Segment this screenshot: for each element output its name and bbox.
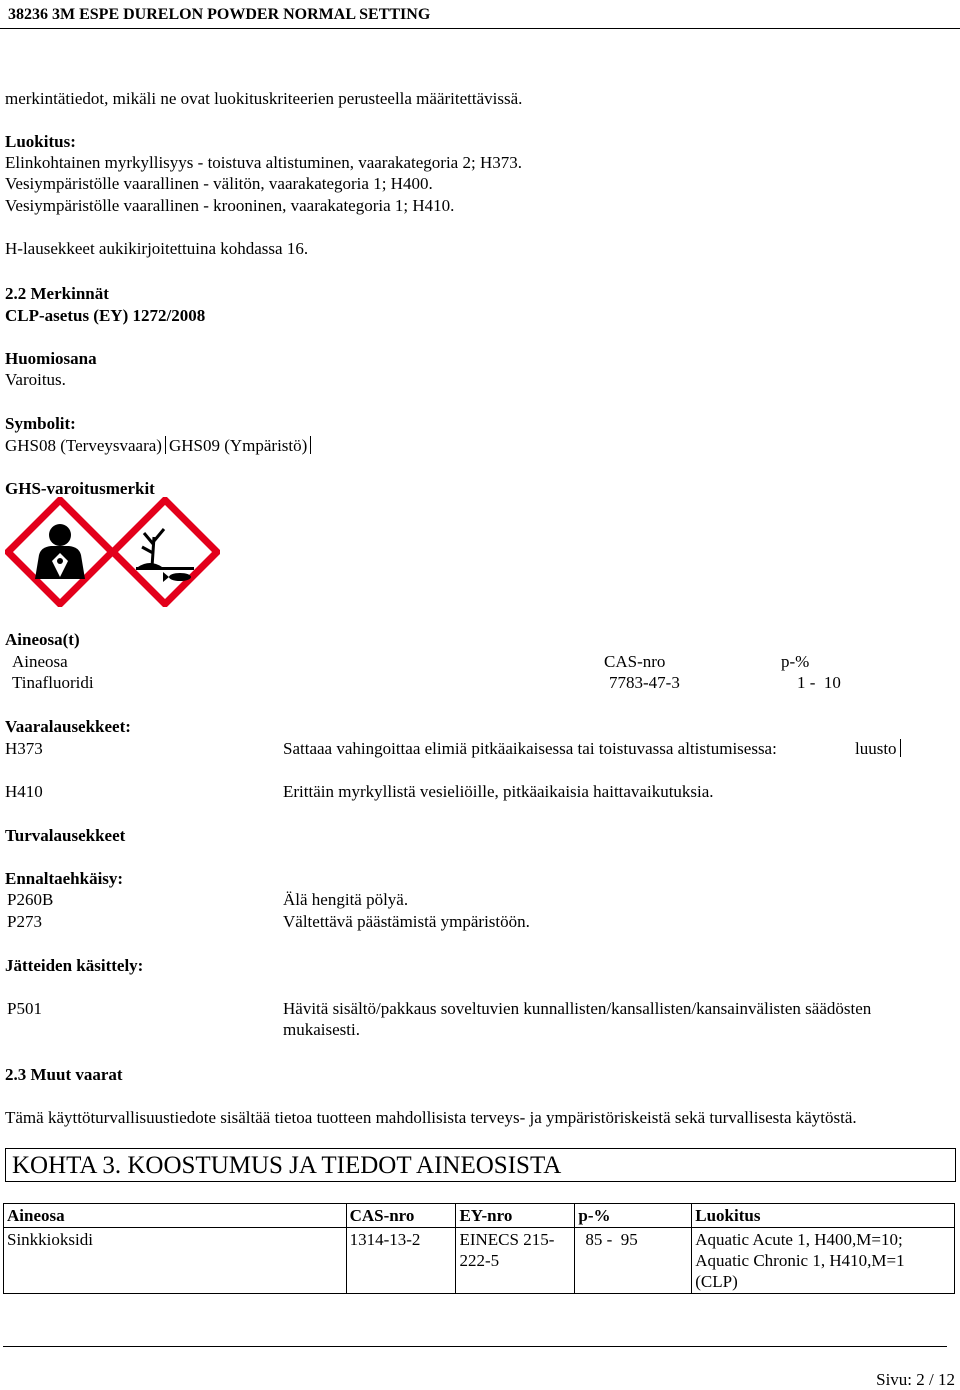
precaution-code: P260B <box>7 890 54 909</box>
disposal-heading: Jätteiden käsittely: <box>5 956 144 975</box>
health-hazard-pictogram <box>5 497 115 607</box>
classification-note: H-lausekkeet aukikirjoitettuina kohdassa 16. <box>5 239 309 258</box>
ingredient-cas: 7783-47-3 <box>609 673 680 692</box>
symbols-line <box>5 435 314 456</box>
other-hazards-heading: 2.3 Muut vaarat <box>5 1065 123 1084</box>
cell-percent: 85 - 95 <box>575 1228 692 1294</box>
classification-line: Elinkohtainen myrkyllisyys - toistuva altistuminen, vaarakategoria 2; H373. <box>5 153 522 172</box>
col-header-percent: p-% <box>781 652 810 671</box>
page-label: Sivu: <box>876 1370 913 1389</box>
classification-heading: Luokitus: <box>5 132 76 151</box>
other-hazards-text: Tämä käyttöturvallisuustiedote sisältää tietoa tuotteen mahdollisista terveys- ja ympäristöriskeistä sekä turvallisesta käytöstä. <box>5 1108 857 1127</box>
precaution-text: mukaisesti. <box>283 1020 360 1039</box>
cell-ec <box>456 1228 575 1294</box>
hazard-text: Erittäin myrkyllistä vesieliöille, pitkäaikaisia haittavaikutuksia. <box>283 782 714 801</box>
ingredient-percent: 1 - 10 <box>797 673 841 692</box>
col-header-ingredient: Aineosa <box>12 652 68 671</box>
section3-title: KOHTA 3. KOOSTUMUS JA TIEDOT AINEOSISTA <box>12 1152 562 1179</box>
pictograms-heading: GHS-varoitusmerkit <box>5 479 155 498</box>
symbols-heading: Symbolit: <box>5 414 76 433</box>
separator <box>900 739 901 757</box>
footer-divider <box>3 1346 947 1347</box>
ec-line: EINECS 215- <box>459 1230 555 1249</box>
ec-line: 222-5 <box>459 1251 500 1270</box>
intro-line: merkintätiedot, mikäli ne ovat luokituskriteerien perusteella määritettävissä. <box>5 89 523 108</box>
table-row <box>4 1228 955 1294</box>
labelling-heading: 2.2 Merkinnät <box>5 284 109 303</box>
col-header: Aineosa <box>4 1204 347 1228</box>
hazard-code: H410 <box>5 782 43 801</box>
classification-line: (CLP) <box>695 1272 738 1291</box>
current-page: 2 <box>916 1370 925 1389</box>
hazard-code: H373 <box>5 739 43 758</box>
prevention-heading: Ennaltaehkäisy: <box>5 869 124 888</box>
ingredient-name: Tinafluoridi <box>12 673 94 692</box>
precautionary-heading: Turvalausekkeet <box>5 826 126 845</box>
signal-word: Varoitus. <box>5 370 66 389</box>
separator <box>165 436 166 454</box>
symbol-ghs08: GHS08 (Terveysvaara) <box>5 436 162 455</box>
document-title: 38236 3M ESPE DURELON POWDER NORMAL SETTING <box>8 6 431 23</box>
precaution-code: P273 <box>7 912 42 931</box>
document-header <box>0 0 960 29</box>
precaution-text: Vältettävä päästämistä ympäristöön. <box>283 912 530 931</box>
col-header: p-% <box>575 1204 692 1228</box>
precaution-text: Hävitä sisältö/pakkaus soveltuvien kunnallisten/kansallisten/kansainvälisten säädösten <box>283 999 872 1018</box>
total-pages: 12 <box>938 1370 955 1389</box>
precaution-text: Älä hengitä pölyä. <box>283 890 409 909</box>
table-header-row <box>4 1204 955 1228</box>
classification-line: Vesiympäristölle vaarallinen - krooninen, vaarakategoria 1; H410. <box>5 196 455 215</box>
hazard-text: Sattaaa vahingoittaa elimiä pitkäaikaisessa tai toistuvassa altistumisessa: <box>283 739 777 758</box>
symbol-ghs09: GHS09 (Ympäristö) <box>168 436 308 455</box>
cell-classification <box>692 1228 955 1294</box>
col-header: EY-nro <box>456 1204 575 1228</box>
section3-header <box>5 1148 956 1182</box>
hazard-organ-text: luusto <box>855 739 897 758</box>
regulation-heading: CLP-asetus (EY) 1272/2008 <box>5 306 206 325</box>
hazard-organ <box>855 738 904 759</box>
col-header: Luokitus <box>692 1204 955 1228</box>
hazard-statements-heading: Vaaralausekkeet: <box>5 717 131 736</box>
classification-line: Aquatic Acute 1, H400,M=10; <box>695 1230 903 1249</box>
cell-cas: 1314-13-2 <box>346 1228 456 1294</box>
classification-line: Aquatic Chronic 1, H410,M=1 <box>695 1251 905 1270</box>
classification-line: Vesiympäristölle vaarallinen - välitön, vaarakategoria 1; H400. <box>5 174 433 193</box>
col-header-cas: CAS-nro <box>604 652 666 671</box>
precaution-code: P501 <box>7 999 42 1018</box>
environment-pictogram <box>110 497 220 607</box>
cell-name: Sinkkioksidi <box>4 1228 347 1294</box>
page-separator: / <box>929 1370 934 1389</box>
col-header: CAS-nro <box>346 1204 456 1228</box>
composition-table <box>3 1203 955 1294</box>
ingredients-heading: Aineosa(t) <box>5 630 80 649</box>
separator <box>310 436 311 454</box>
signal-word-heading: Huomiosana <box>5 349 97 368</box>
